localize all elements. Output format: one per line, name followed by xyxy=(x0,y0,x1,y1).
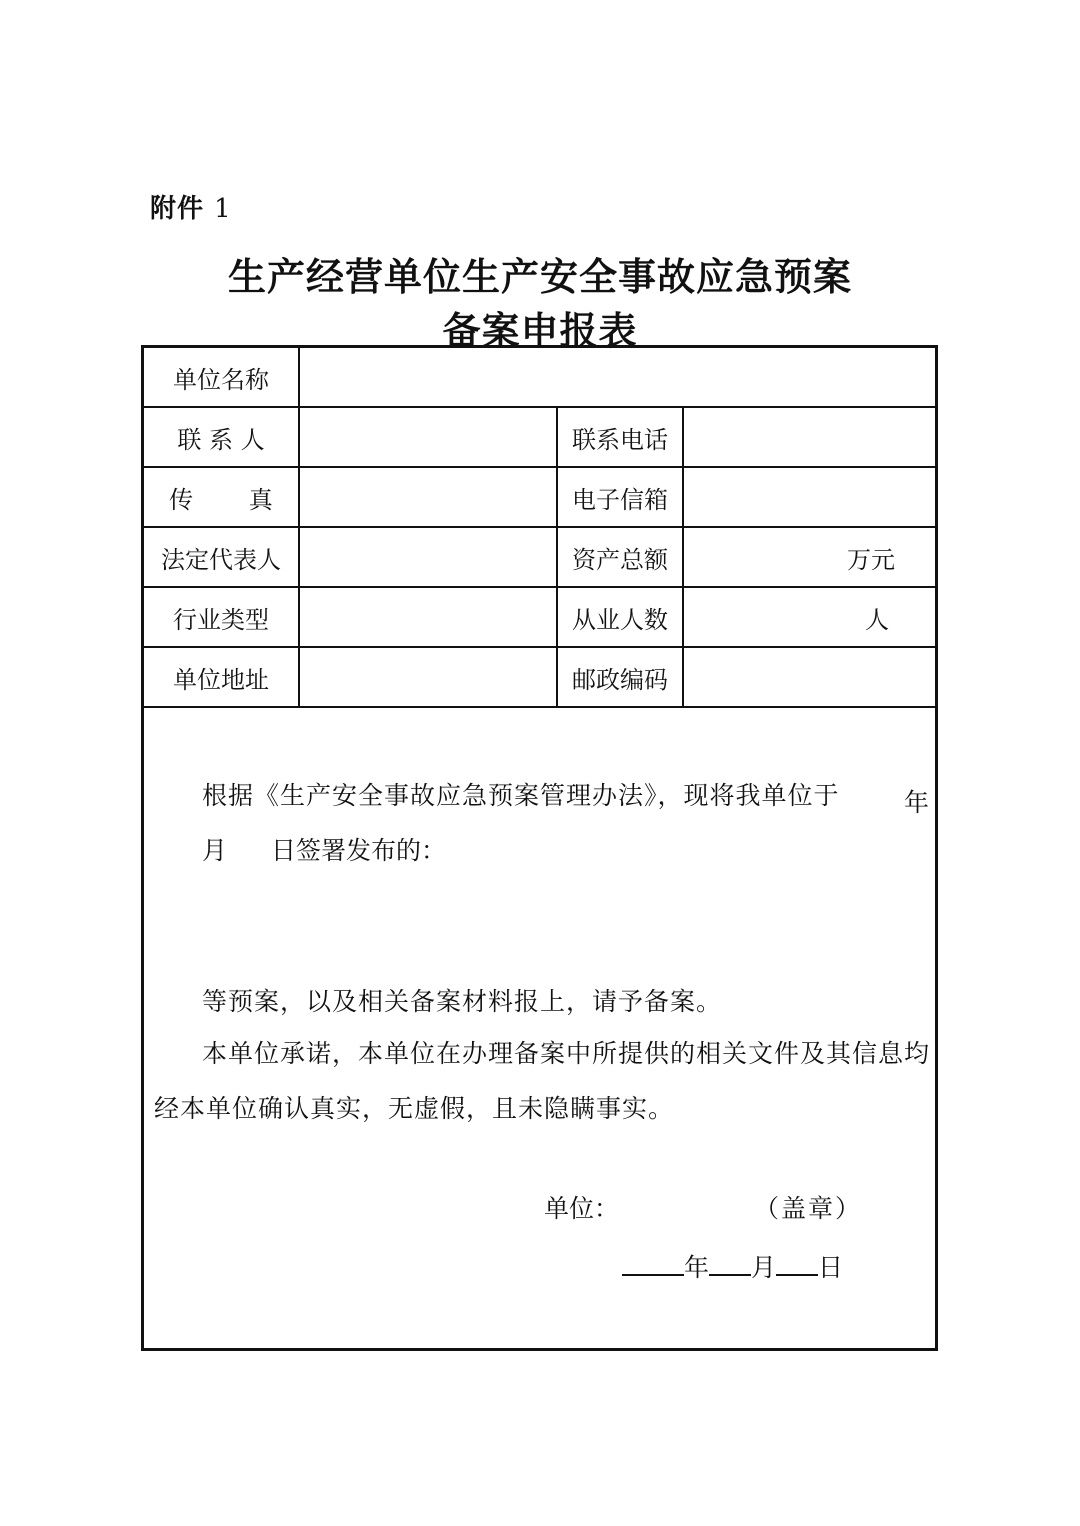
statement-year: 年 xyxy=(904,788,930,817)
postal-code-label: 邮政编码 xyxy=(557,647,683,707)
table-row xyxy=(144,587,935,647)
industry-type-field[interactable] xyxy=(299,587,557,647)
table-row xyxy=(144,647,935,707)
statement-month: 月 xyxy=(202,836,228,865)
fax-label: 传 真 xyxy=(144,467,299,527)
signature-unit-label: 单位： xyxy=(544,1194,620,1223)
attachment-label xyxy=(150,188,232,225)
email-field[interactable] xyxy=(683,467,935,527)
signature-date xyxy=(622,1248,843,1284)
employees-label: 从业人数 xyxy=(557,587,683,647)
table-row xyxy=(144,527,935,587)
date-month-label: 月 xyxy=(751,1253,777,1282)
day-blank[interactable] xyxy=(776,1250,818,1276)
address-field[interactable] xyxy=(299,647,557,707)
info-table xyxy=(144,348,935,708)
table-row xyxy=(144,407,935,467)
contact-person-label: 联 系 人 xyxy=(144,407,299,467)
form-title-line2: 备案申报表 xyxy=(442,309,638,353)
contact-phone-field[interactable] xyxy=(683,407,935,467)
signature-seal-label: （盖章） xyxy=(754,1194,863,1223)
unit-name-label: 单位名称 xyxy=(144,348,299,407)
attachment-text: 附件 xyxy=(150,194,205,224)
statement-line3: 等预案，以及相关备案材料报上，请予备案。 xyxy=(202,987,723,1016)
attachment-number: 1 xyxy=(214,194,232,224)
statement-line4: 本单位承诺，本单位在办理备案中所提供的相关文件及其信息均 xyxy=(202,1039,931,1068)
date-day-label: 日 xyxy=(818,1253,844,1282)
contact-phone-label: 联系电话 xyxy=(557,407,683,467)
email-label: 电子信箱 xyxy=(557,467,683,527)
filing-form xyxy=(141,345,938,1351)
postal-code-field[interactable] xyxy=(683,647,935,707)
year-blank[interactable] xyxy=(622,1250,684,1276)
unit-name-field[interactable] xyxy=(299,348,935,407)
fax-field[interactable] xyxy=(299,467,557,527)
table-row xyxy=(144,467,935,527)
statement-line2-rest: 日签署发布的： xyxy=(271,836,447,865)
total-assets-field[interactable] xyxy=(683,527,935,587)
employees-field[interactable] xyxy=(683,587,935,647)
statement-line5: 经本单位确认真实，无虚假，且未隐瞒事实。 xyxy=(154,1094,675,1123)
industry-type-label: 行业类型 xyxy=(144,587,299,647)
legal-rep-label: 法定代表人 xyxy=(144,527,299,587)
date-year-label: 年 xyxy=(684,1253,710,1282)
form-title-line1: 生产经营单位生产安全事故应急预案 xyxy=(227,255,852,299)
assets-unit: 万元 xyxy=(847,545,896,574)
month-blank[interactable] xyxy=(709,1250,751,1276)
statement-line2 xyxy=(202,838,993,863)
contact-person-field[interactable] xyxy=(299,407,557,467)
address-label: 单位地址 xyxy=(144,647,299,707)
statement-line1: 根据《生产安全事故应急预案管理办法》，现将我单位于 xyxy=(202,781,840,810)
legal-rep-field[interactable] xyxy=(299,527,557,587)
total-assets-label: 资产总额 xyxy=(557,527,683,587)
employees-unit: 人 xyxy=(865,605,890,634)
table-row xyxy=(144,348,935,407)
